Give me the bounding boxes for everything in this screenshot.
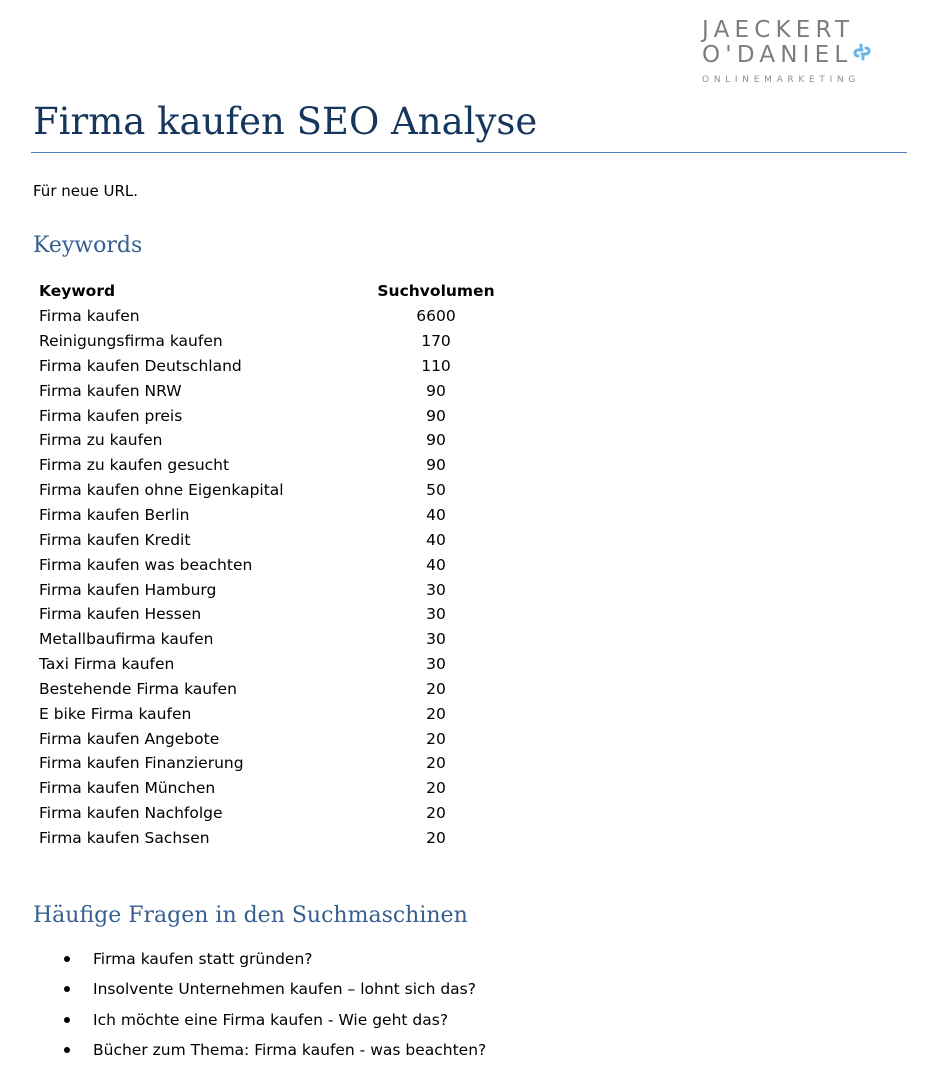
keyword-cell: Firma kaufen (39, 307, 140, 326)
search-volume-cell: 40 (426, 506, 446, 525)
table-row (39, 801, 499, 826)
keywords-table (39, 279, 499, 850)
table-row (39, 403, 499, 428)
faq-item (64, 976, 486, 1006)
search-volume-cell: 30 (426, 630, 446, 649)
table-row (39, 602, 499, 627)
table-row (39, 701, 499, 726)
faq-heading: Häufige Fragen in den Suchmaschinen (33, 903, 468, 928)
keyword-cell: Firma kaufen Finanzierung (39, 754, 244, 773)
search-volume-cell: 20 (426, 779, 446, 798)
keyword-cell: Firma kaufen Nachfolge (39, 804, 223, 823)
search-volume-cell: 20 (426, 828, 446, 847)
faq-item (64, 946, 486, 976)
faq-list (64, 946, 486, 1067)
table-row (39, 726, 499, 751)
logo-line-1: JAECKERT (702, 17, 855, 43)
faq-item (64, 1007, 486, 1037)
search-volume-cell: 170 (421, 332, 451, 351)
search-volume-cell: 20 (426, 754, 446, 773)
search-volume-cell: 90 (426, 456, 446, 475)
keywords-table-body (39, 304, 499, 851)
table-row (39, 552, 499, 577)
keyword-cell: Firma zu kaufen (39, 431, 163, 450)
keyword-cell: Firma kaufen preis (39, 406, 183, 425)
column-header-keyword: Keyword (39, 282, 116, 301)
bullet-icon (64, 1047, 70, 1053)
logo-line-2-wrap (702, 42, 892, 67)
table-row (39, 503, 499, 528)
search-volume-cell: 20 (426, 704, 446, 723)
column-header-search-volume: Suchvolumen (377, 282, 495, 301)
table-row (39, 826, 499, 851)
table-row (39, 354, 499, 379)
keyword-cell: Bestehende Firma kaufen (39, 679, 237, 698)
keyword-cell: Firma kaufen Angebote (39, 729, 220, 748)
keyword-cell: Firma kaufen ohne Eigenkapital (39, 481, 284, 500)
ampersand-knot-icon (852, 42, 872, 67)
keyword-cell: Firma kaufen NRW (39, 381, 182, 400)
table-row (39, 677, 499, 702)
keyword-cell: Firma kaufen Hamburg (39, 580, 217, 599)
search-volume-cell: 50 (426, 481, 446, 500)
document-title: Firma kaufen SEO Analyse (33, 100, 538, 143)
search-volume-cell: 30 (426, 655, 446, 674)
bullet-icon (64, 956, 70, 962)
keyword-cell: Firma kaufen Kredit (39, 530, 191, 549)
keyword-cell: Reinigungsfirma kaufen (39, 332, 223, 351)
logo-line-2: O'DANIEL (702, 41, 853, 68)
faq-item-text: Bücher zum Thema: Firma kaufen - was beachten? (93, 1040, 487, 1059)
bullet-icon (64, 1017, 70, 1023)
keyword-cell: Firma kaufen Berlin (39, 506, 190, 525)
search-volume-cell: 30 (426, 605, 446, 624)
table-header-row (39, 279, 499, 304)
table-row (39, 652, 499, 677)
table-row (39, 776, 499, 801)
company-logo (702, 18, 892, 86)
keyword-cell: Taxi Firma kaufen (39, 655, 175, 674)
table-row (39, 527, 499, 552)
keywords-heading: Keywords (33, 233, 143, 258)
keyword-cell: Firma kaufen München (39, 779, 216, 798)
intro-text: Für neue URL. (33, 182, 139, 200)
search-volume-cell: 90 (426, 431, 446, 450)
search-volume-cell: 20 (426, 679, 446, 698)
faq-item-text: Firma kaufen statt gründen? (93, 950, 313, 968)
search-volume-cell: 90 (426, 406, 446, 425)
table-row (39, 577, 499, 602)
keyword-cell: Firma kaufen was beachten (39, 555, 253, 574)
table-row (39, 378, 499, 403)
keyword-cell: Metallbaufirma kaufen (39, 630, 214, 649)
table-row (39, 627, 499, 652)
table-row (39, 428, 499, 453)
keyword-cell: Firma zu kaufen gesucht (39, 456, 230, 475)
search-volume-cell: 20 (426, 804, 446, 823)
table-row (39, 478, 499, 503)
logo-subline: ONLINEMARKETING (702, 75, 861, 85)
keyword-cell: Firma kaufen Hessen (39, 605, 202, 624)
keyword-cell: Firma kaufen Sachsen (39, 828, 210, 847)
table-row (39, 329, 499, 354)
table-row (39, 751, 499, 776)
search-volume-cell: 6600 (416, 307, 456, 326)
bullet-icon (64, 986, 70, 992)
table-row (39, 453, 499, 478)
search-volume-cell: 40 (426, 530, 446, 549)
search-volume-cell: 110 (421, 356, 451, 375)
search-volume-cell: 90 (426, 381, 446, 400)
keyword-cell: E bike Firma kaufen (39, 704, 192, 723)
search-volume-cell: 30 (426, 580, 446, 599)
faq-item (64, 1037, 486, 1067)
search-volume-cell: 20 (426, 729, 446, 748)
keyword-cell: Firma kaufen Deutschland (39, 356, 242, 375)
search-volume-cell: 40 (426, 555, 446, 574)
faq-item-text: Insolvente Unternehmen kaufen – lohnt sich das? (93, 980, 476, 999)
title-divider (31, 152, 907, 153)
table-row (39, 304, 499, 329)
faq-item-text: Ich möchte eine Firma kaufen - Wie geht das? (93, 1010, 449, 1029)
